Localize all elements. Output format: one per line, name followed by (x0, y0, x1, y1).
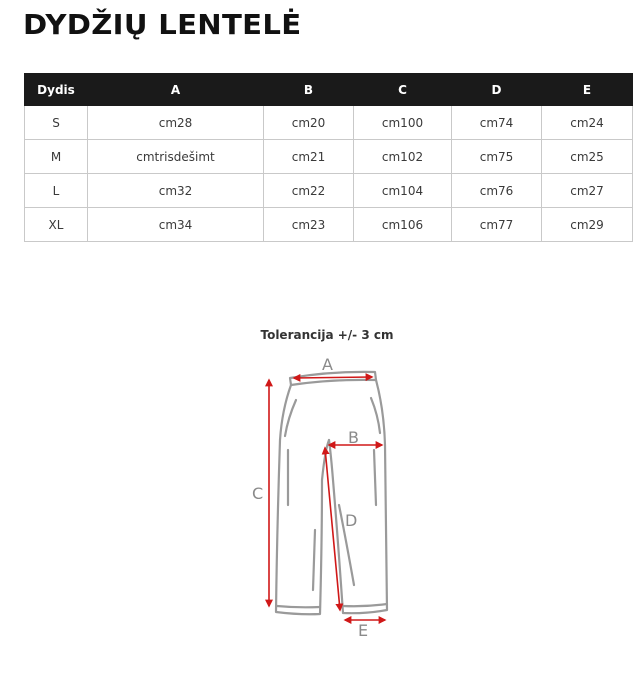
cell-a: cm32 (88, 174, 264, 208)
left-leg-outline (276, 385, 329, 614)
table-row (25, 208, 633, 242)
cell-size: M (25, 140, 88, 174)
table-row (25, 106, 633, 140)
cell-size: S (25, 106, 88, 140)
tolerance-caption: Tolerancija +/- 3 cm (260, 328, 394, 342)
header-b: B (264, 74, 354, 106)
cell-c: cm100 (354, 106, 452, 140)
label-b: B (348, 428, 359, 447)
cell-d: cm75 (452, 140, 542, 174)
arrow-a (294, 377, 372, 378)
label-e: E (358, 621, 369, 640)
header-d: D (452, 74, 542, 106)
header-size: Dydis (25, 74, 88, 106)
cell-e: cm24 (542, 106, 633, 140)
header-a: A (88, 74, 264, 106)
label-a: A (322, 355, 333, 374)
cell-b: cm22 (264, 174, 354, 208)
page-title: DYDŽIŲ LENTELĖ (23, 8, 302, 41)
cell-size: XL (25, 208, 88, 242)
cell-c: cm104 (354, 174, 452, 208)
cell-e: cm29 (542, 208, 633, 242)
measurement-arrows (269, 377, 385, 620)
cell-e: cm25 (542, 140, 633, 174)
cell-b: cm21 (264, 140, 354, 174)
cell-c: cm102 (354, 140, 452, 174)
table-row (25, 174, 633, 208)
table-row (25, 140, 633, 174)
cell-d: cm77 (452, 208, 542, 242)
table-header-row (25, 74, 633, 106)
cell-e: cm27 (542, 174, 633, 208)
cell-d: cm76 (452, 174, 542, 208)
cell-b: cm23 (264, 208, 354, 242)
label-c: C (252, 484, 264, 503)
size-table (24, 73, 633, 242)
cell-size: L (25, 174, 88, 208)
cell-c: cm106 (354, 208, 452, 242)
header-e: E (542, 74, 633, 106)
cell-a: cm28 (88, 106, 264, 140)
label-d: D (345, 511, 358, 530)
cell-b: cm20 (264, 106, 354, 140)
cell-d: cm74 (452, 106, 542, 140)
pants-outline (276, 372, 387, 614)
cell-a: cmtrisdešimt (88, 140, 264, 174)
cell-a: cm34 (88, 208, 264, 242)
pants-measurement-diagram (244, 348, 404, 648)
header-c: C (354, 74, 452, 106)
